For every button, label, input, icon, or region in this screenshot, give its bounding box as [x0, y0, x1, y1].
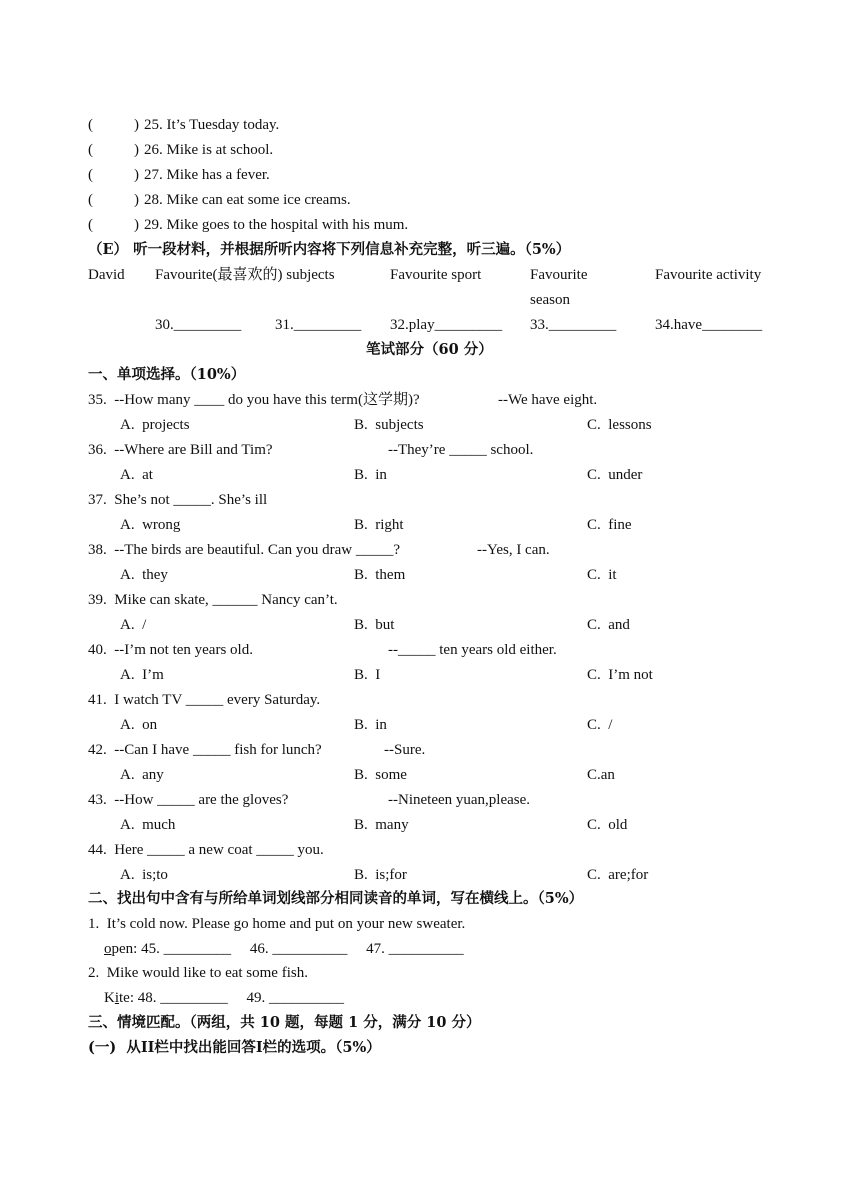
matching-heading: 三、情境匹配。（两组，共 10 题，每题 1 分，满分 10 分）	[88, 1014, 481, 1031]
fill-blank[interactable]: 34.have________	[655, 317, 763, 333]
table-header: Favourite	[530, 267, 588, 283]
table-header: Favourite(最喜欢的) subjects	[155, 267, 335, 283]
table-header: Favourite sport	[390, 267, 482, 283]
phonics-heading: 二、找出句中含有与所给单词划线部分相同读音的单词，写在横线上。（5%）	[88, 890, 584, 907]
option-a[interactable]: A. is;to	[120, 867, 168, 883]
option-c[interactable]: C. it	[587, 567, 617, 583]
phonics-word-line[interactable]: open: 45. _________ 46. __________ 47. __________	[104, 941, 464, 957]
option-b[interactable]: B. in	[354, 717, 387, 733]
option-a[interactable]: A. much	[120, 817, 176, 833]
phonics-sentence: 1. It’s cold now. Please go home and put on your new sweater.	[88, 916, 466, 932]
matching-subheading: (一) 从II栏中找出能回答I栏的选项。（5%）	[88, 1039, 381, 1056]
option-b[interactable]: B. in	[354, 467, 387, 483]
section-e-heading: （E） 听一段材料，并根据所听内容将下列信息补充完整，听三遍。（5%）	[88, 241, 571, 258]
option-c[interactable]: C. and	[587, 617, 630, 633]
phonics-word-line[interactable]: Kite: 48. _________ 49. __________	[104, 990, 345, 1006]
option-c[interactable]: C. fine	[587, 517, 632, 533]
option-c[interactable]: C. are;for	[587, 867, 649, 883]
option-c[interactable]: C. I’m not	[587, 667, 653, 683]
option-a[interactable]: A. at	[120, 467, 153, 483]
option-b[interactable]: B. subjects	[354, 417, 424, 433]
option-c[interactable]: C. under	[587, 467, 643, 483]
option-b[interactable]: B. I	[354, 667, 381, 683]
option-c[interactable]: C.an	[587, 767, 615, 783]
option-b[interactable]: B. is;for	[354, 867, 407, 883]
option-b[interactable]: B. some	[354, 767, 407, 783]
option-a[interactable]: A. /	[120, 617, 147, 633]
option-a[interactable]: A. wrong	[120, 517, 181, 533]
fill-blank[interactable]: 31._________	[275, 317, 362, 333]
option-c[interactable]: C. old	[587, 817, 628, 833]
table-header: season	[530, 292, 570, 308]
option-b[interactable]: B. but	[354, 617, 395, 633]
option-a[interactable]: A. any	[120, 767, 164, 783]
table-header: Favourite activity	[655, 267, 762, 283]
fill-blank[interactable]: 33._________	[530, 317, 617, 333]
phonics-sentence: 2. Mike would like to eat some fish.	[88, 965, 308, 981]
option-a[interactable]: A. I’m	[120, 667, 164, 683]
underlined-letter: i	[114, 990, 120, 1006]
option-c[interactable]: C. lessons	[587, 417, 652, 433]
option-a[interactable]: A. on	[120, 717, 158, 733]
written-section-title: 笔试部分（60 分）	[366, 341, 493, 358]
option-a[interactable]: A. projects	[120, 417, 190, 433]
fill-blank[interactable]: 32.play_________	[390, 317, 503, 333]
option-b[interactable]: B. right	[354, 517, 404, 533]
option-c[interactable]: C. /	[587, 717, 613, 733]
table-header: David	[88, 267, 125, 283]
underlined-letter: o	[104, 941, 112, 957]
option-b[interactable]: B. many	[354, 817, 409, 833]
mc-heading: 一、单项选择。（10%）	[88, 366, 246, 383]
option-a[interactable]: A. they	[120, 567, 168, 583]
fill-blank[interactable]: 30._________	[155, 317, 242, 333]
option-b[interactable]: B. them	[354, 567, 406, 583]
